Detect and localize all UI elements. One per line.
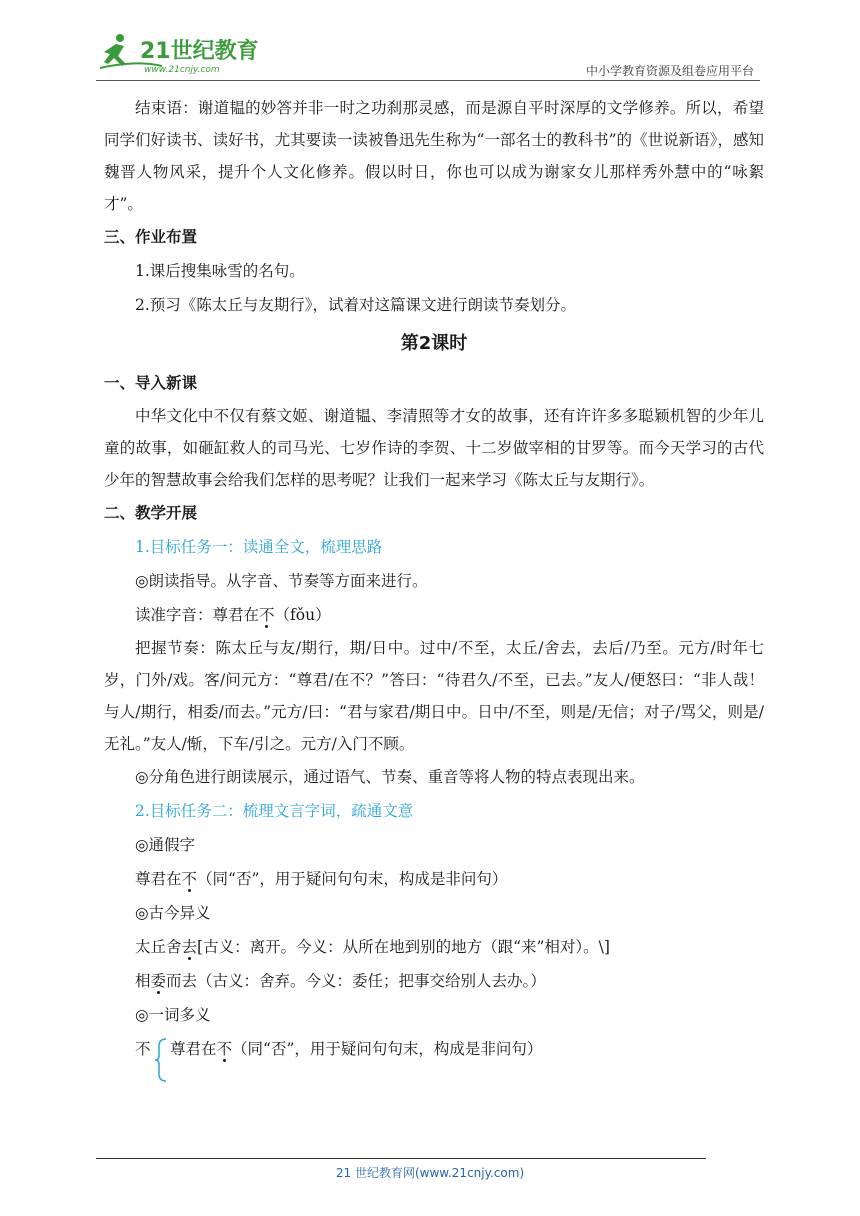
duoyi-block	[104, 1032, 764, 1080]
document-body	[104, 92, 764, 1080]
tongjia-prefix: 尊君在	[135, 870, 182, 888]
section-heading-homework: 三、作业布置	[104, 228, 198, 246]
tongjia-heading: ◎通假字	[135, 836, 196, 854]
duoyi-word: 不	[135, 1040, 151, 1058]
pron-char: 不	[259, 606, 275, 624]
header-platform-text: 中小学教育资源及组卷应用平台	[585, 64, 754, 78]
header-divider	[96, 80, 760, 81]
tongjia-suffix: （同“否”，用于疑问句句末，构成是非问句）	[197, 870, 508, 888]
brace-icon	[154, 1038, 168, 1082]
duoyi1-prefix: 尊君在	[170, 1040, 217, 1058]
homework-item-1: 1.课后搜集咏雪的名句。	[135, 262, 305, 280]
rhythm-paragraph: 把握节奏：陈太丘与友/期行，期/日中。过中/不至，太丘/舍去，去后/乃至。元方/时年七岁，门外/戏。客/问元方：“尊君/在不？”答曰：“待君久/不至，已去。”友人/便怒曰：“非人哉！与人/期行，相委/而去。”元方/曰：“君与家君/期日中。日中/不至，则是/无信；对子/骂父，则是/无礼。”友人/惭，下车/引之。元方/入门不顾。	[104, 639, 764, 753]
gujin1-suffix: [古义：离开。今义：从所在地到别的地方（跟“来”相对）。\]	[197, 938, 610, 956]
task-1-heading: 1.目标任务一：读通全文，梳理思路	[135, 538, 383, 556]
footer-divider	[96, 1158, 706, 1159]
task-2-heading: 2.目标任务二：梳理文言字词，疏通文意	[135, 802, 414, 820]
homework-item-2: 2.预习《陈太丘与友期行》，试着对这篇课文进行朗读节奏划分。	[135, 296, 577, 314]
footer-text: 21 世纪教育网(www.21cnjy.com)	[335, 1166, 525, 1180]
logo-sub: www.21cnjy.com	[144, 65, 220, 75]
tongjia-line	[135, 862, 764, 896]
duoyi-line-1	[170, 1032, 542, 1066]
gujin1-prefix: 太丘舍	[135, 938, 182, 956]
duoyi1-char: 不	[216, 1040, 233, 1058]
lesson-title: 第2课时	[400, 333, 468, 354]
role-reading: ◎分角色进行朗读展示，通过语气、节奏、重音等将人物的特点表现出来。	[135, 768, 645, 786]
gujin-heading: ◎古今异义	[135, 904, 211, 922]
gujin1-char: 去	[181, 938, 198, 956]
gujin-line-2	[135, 964, 764, 998]
gujin2-char: 委	[150, 972, 167, 990]
tongjia-char: 不	[181, 870, 198, 888]
duoyi1-suffix: （同“否”，用于疑问句句末，构成是非问句）	[232, 1040, 543, 1058]
section-heading-intro: 一、导入新课	[104, 374, 198, 392]
pron-prefix: 读准字音：尊君在	[135, 606, 260, 624]
gujin2-suffix: 而去（古义：舍弃。今义：委任；把事交给别人去办。）	[166, 972, 546, 990]
logo-text: 21世纪教育	[140, 39, 259, 64]
reading-guide: ◎朗读指导。从字音、节奏等方面来进行。	[135, 572, 428, 590]
section-heading-teaching: 二、教学开展	[104, 504, 198, 522]
logo-icon	[96, 30, 266, 76]
pronunciation-line	[135, 598, 764, 632]
gujin-line-1	[135, 930, 764, 964]
ending-paragraph: 结束语：谢道韫的妙答并非一时之功刹那灵感，而是源自平时深厚的文学修养。所以，希望同学们好读书、读好书，尤其要读一读被鲁迅先生称为“一部名士的教科书”的《世说新语》，感知魏晋人物风采，提升个人文化修养。假以时日，你也可以成为谢家女儿那样秀外慧中的“咏絮才”。	[104, 99, 764, 213]
page-header	[96, 30, 760, 82]
duoyi-heading: ◎一词多义	[135, 1006, 211, 1024]
gujin2-prefix: 相	[135, 972, 151, 990]
intro-paragraph: 中华文化中不仅有蔡文姬、谢道韫、李清照等才女的故事，还有许许多多聪颖机智的少年儿童的故事，如砸缸救人的司马光、七岁作诗的李贺、十二岁做宰相的甘罗等。而今天学习的古代少年的智慧故事会给我们怎样的思考呢？让我们一起来学习《陈太丘与友期行》。	[104, 407, 764, 489]
pron-suffix: （fǒu）	[274, 606, 331, 624]
